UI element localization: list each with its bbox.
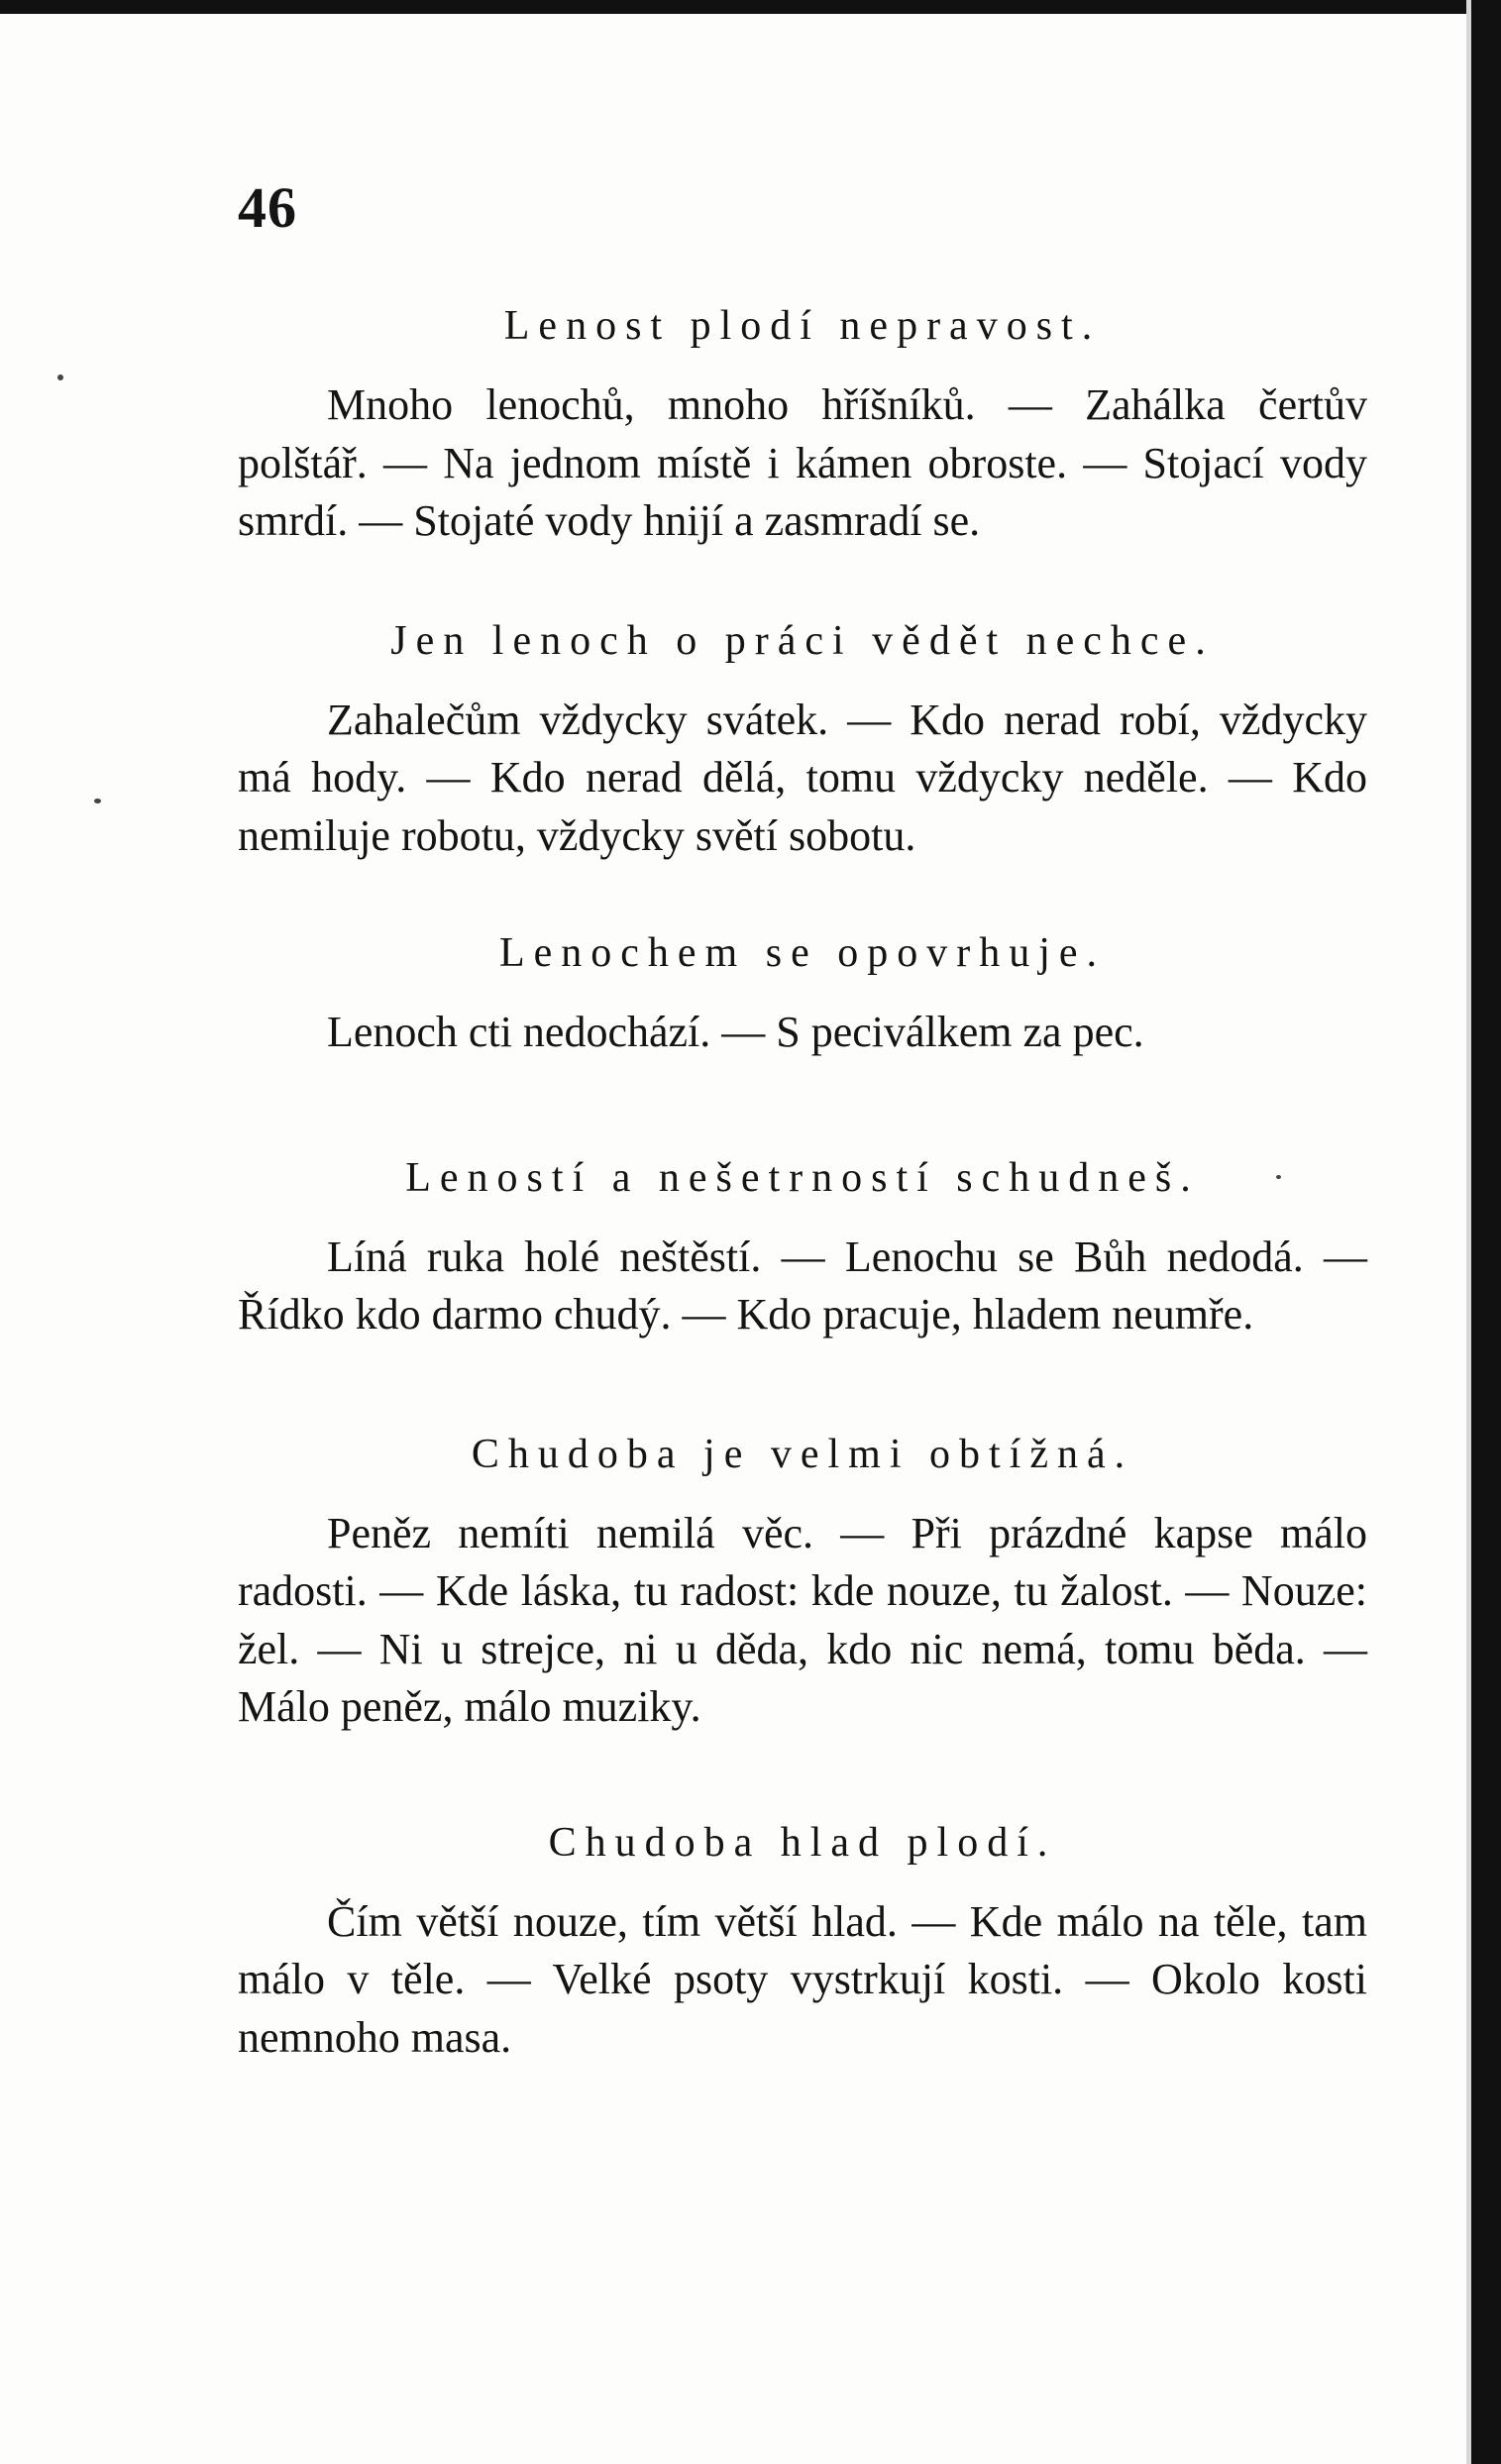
section-text: Peněz nemíti nemilá věc. — Při prázdné kapse málo radosti. — Kde láska, tu radost: kde nouze, tu žalost. — Nouze: žel. — Ni u strejce, ni u děda, kdo nic nemá, tomu běda. — Málo peněz, málo muziky. [238,1508,1367,1731]
section-heading: Leností a nešetrností schudneš. [405,1154,1200,1201]
page-number: 46 [238,175,297,240]
section-heading: Lenochem se opovrhuje. [498,930,1107,976]
proverb-section [238,1814,1367,2068]
scan-edge-top [0,0,1501,14]
scan-edge-right [1471,0,1501,2464]
proverb-section [238,297,1367,551]
proverb-section [238,924,1367,1062]
section-heading: Jen lenoch o práci vědět nechce. [390,617,1215,664]
section-text: Zahalečům vždycky svátek. — Kdo nerad robí, vždycky má hody. — Kdo nerad dělá, tomu vždycky neděle. — Kdo nemiluje robotu, vždycky světí sobotu. [238,695,1367,860]
section-heading: Chudoba hlad plodí. [548,1819,1057,1866]
proverb-section [238,1149,1367,1344]
scan-speck [57,375,63,380]
scan-speck [94,799,101,803]
section-text: Mnoho lenochů, mnoho hříšníků. — Zahálka čertův polštář. — Na jednom místě i kámen obroste. — Stojací vody smrdí. — Stojaté vody hnijí a zasmradí se. [238,380,1367,545]
section-text: Čím větší nouze, tím větší hlad. — Kde málo na těle, tam málo v těle. — Velké psoty vystrkují kosti. — Okolo kosti nemnoho masa. [238,1896,1367,2062]
section-text: Lenoch cti nedochází. — S peciválkem za pec. [327,1008,1144,1056]
section-text: Líná ruka holé neštěstí. — Lenochu se Bůh nedodá. — Řídko kdo darmo chudý. — Kdo pracuje, hladem neumře. [238,1232,1367,1339]
proverb-section [238,612,1367,866]
page-text [238,175,1367,2067]
section-heading: Lenost plodí nepravost. [503,303,1102,349]
proverb-section [238,1426,1367,1737]
section-heading: Chudoba je velmi obtížná. [471,1431,1134,1477]
